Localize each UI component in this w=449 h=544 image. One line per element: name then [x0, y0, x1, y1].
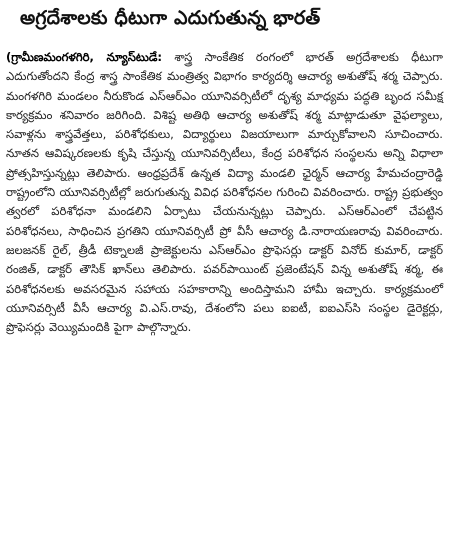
- article-headline: అగ్రదేశాలకు ధీటుగా ఎదుగుతున్న భారత్: [20, 7, 321, 29]
- article-text: శాస్త్ర సాంకేతిక రంగంలో భారత్ అగ్రదేశాలకు ధీటుగా ఎదుగుతోందని కేంద్ర శాస్త్ర సాంకేతిక మంత్రిత్వ విభాగం కార్యదర్శి ఆచార్య అశుతోష్ శర్మ చెప్పారు. మంగళగిరి మండలం నీరుకొండ ఎస్‌ఆర్‌ఎం యూనివర్సిటీలో దృశ్య మాధ్యమ పద్ధతి బృంద సమీక్ష కార్యక్రమం శనివారం జరిగింది. విశిష్ట అతిథి ఆచార్య అశుతోష్ శర్మ మాట్లాడుతూ వైఫల్యాలు, సవాళ్లను శాస్త్రవేత్తలు, పరిశోధకులు, విద్యార్థులు విజయాలుగా మార్చుకోవాలని సూచించారు. నూతన ఆవిష్కరణలకు కృషి చేస్తున్న యూనివర్సిటీలు, కేంద్ర పరిశోధన సంస్థలను అన్ని విధాలా ప్రోత్సహిస్తున్నట్లు తెలిపారు. ఆంధ్రప్రదేశ్ ఉన్నత విద్యా మండలి ఛైర్మన్ ఆచార్య హేమచంద్రారెడ్డి రాష్ట్రంలోని యూనివర్సిటీల్లో జరుగుతున్న వివిధ పరిశోధనల గురించి వివరించారు. రాష్ట్ర ప్రభుత్వం త్వరలో పరిశోధనా మండలిని ఏర్పాటు చేయనున్నట్లు చెప్పారు. ఎస్‌ఆర్‌ఎంలో చేపట్టిన పరిశోధనలు, సాధించిన ప్రగతిని యూనివర్సిటీ ప్రో వీసీ ఆచార్య డి.నారాయణరావు వివరించారు. జలజనక్ రైల్, త్రీడీ టెక్నాలజీ ప్రాజెక్టులను ఎస్‌ఆర్‌ఎం ప్రొఫెసర్లు డాక్టర్ వినోద్ కుమార్, డాక్టర్ రంజిత్, డాక్టర్ తౌసిక్ ఖాన్‌లు తెలిపారు. పవర్‌పాయింట్ ప్రజెంటేషన్ విన్న అశుతోష్ శర్మ, ఈ పరిశోధనలకు అవసరమైన సహాయ సహకారాన్ని అందిస్తామని హామీ ఇచ్చారు. కార్యక్రమంలో యూనివర్సిటీ వీసీ ఆచార్య వి.ఎస్.రావు, దేశంలోని పలు ఐఐటీ, ఐఐఎస్‌సి సంస్థల డైరెక్టర్లు, ప్రొఫెసర్లు వెయ్యిమందికి పైగా పాల్గొన్నారు.: [6, 50, 443, 335]
- article-body: [6, 48, 443, 337]
- article-dateline: (గ్రామీణమంగళగిరి, న్యూస్‌టుడే:: [6, 50, 163, 64]
